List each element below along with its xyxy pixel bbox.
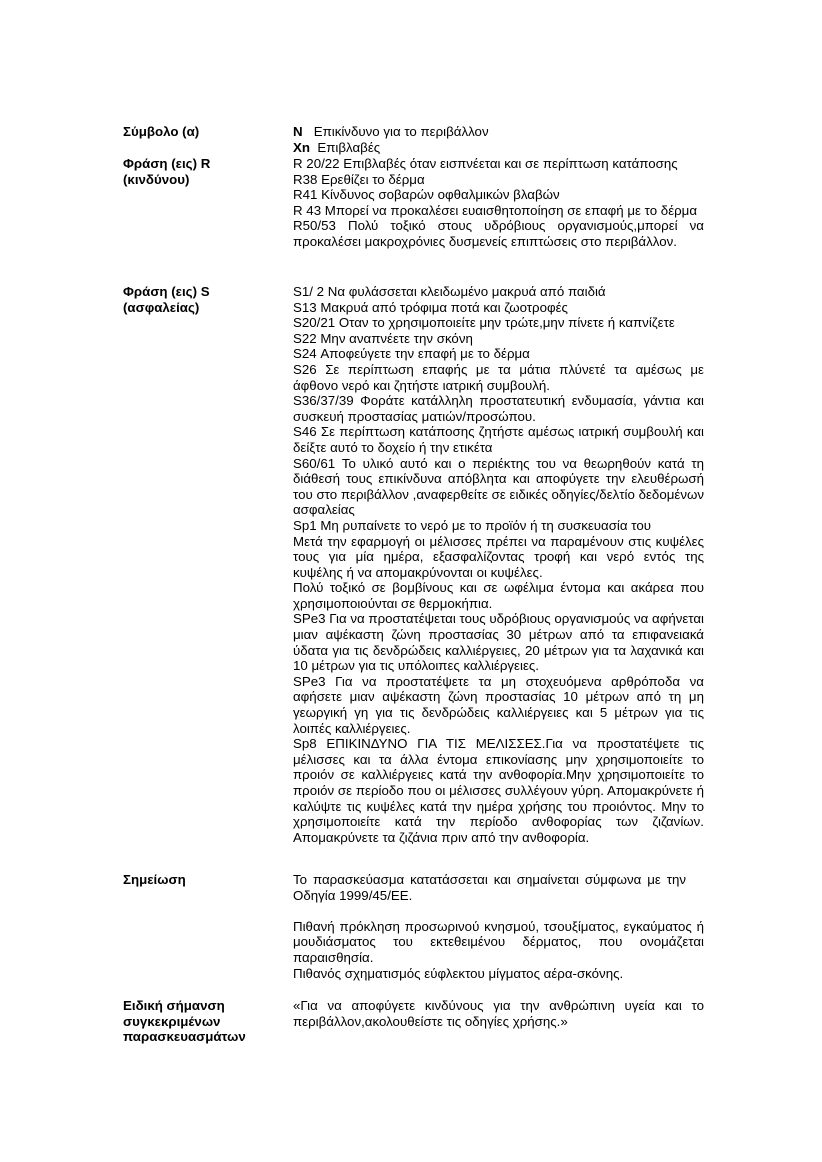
symbol-line-xn (293, 140, 704, 156)
s-phrase: S13 Μακρυά από τρόφιμα ποτά και ζωοτροφές (293, 299, 568, 315)
symbol-content (293, 124, 704, 155)
r-phrase: R41 Κίνδυνος σοβαρών οφθαλμικών βλαβών (293, 187, 560, 203)
s-phrases-content (293, 284, 704, 845)
symbol-code: Xn (293, 139, 310, 155)
symbol-text: Επικίνδυνο για το περιβάλλον (313, 124, 489, 139)
s-phrase: Sp1 Μη ρυπαίνετε το νερό με το προϊόν ή τη συσκευασία του (293, 517, 652, 533)
note-label: Σημείωση (123, 872, 186, 887)
s-phrase: S22 Μην αναπνέετε την σκόνη (293, 330, 473, 346)
s-phrase: S20/21 Οταν το χρησιμοποιείτε μην τρώτε,μην πίνετε ή καπνίζετε (293, 315, 675, 331)
symbol-code: N (293, 124, 303, 139)
special-label: Ειδική σήμανση συγκεκριμένων παρασκευασμάτων (123, 998, 246, 1045)
r-phrase: R 20/22 Επιβλαβές όταν εισπνέεται και σε περίπτωση κατάποσης (293, 156, 678, 171)
r-phrase: R38 Ερεθίζει το δέρμα (293, 171, 425, 187)
s-phrase: S1/ 2 Να φυλάσσεται κλειδωμένο μακρυά από παιδιά (293, 284, 606, 299)
symbol-label: Σύμβολο (α) (123, 124, 200, 139)
note-paragraph: Πιθανός σχηματισμός εύφλεκτου μίγματος αέρα-σκόνης. (293, 965, 624, 981)
spacer (293, 903, 704, 919)
s-phrase: S36/37/39 Φοράτε κατάλληλη προστατευτική ενδυμασία, γάντια και συσκευή προστασίας ματιών/προσώπου. (293, 393, 704, 424)
s-phrases-label: Φράση (εις) S (ασφαλείας) (123, 284, 210, 315)
s-phrase: SPe3 Για να προστατέψετε τα μη στοχευόμενα αρθρόποδα να αφήσετε μιαν αψέκαστη ζώνη προστασίας 10 μέτρων από τη μη γεωργική γη για τις δενδρώδεις καλλιέργειες και 5 μέτρων για τις λοιπές καλλιέργειες. (293, 673, 704, 736)
r-phrase: R 43 Μπορεί να προκαλέσει ευαισθητοποίηση σε επαφή με το δέρμα (293, 202, 698, 218)
r-phrase: R50/53 Πολύ τοξικό στους υδρόβιους οργανισμούς,μπορεί να προκαλέσει μακροχρόνιες δυσμενείς επιπτώσεις στο περιβάλλον. (293, 218, 704, 249)
s-phrase: S60/61 Το υλικό αυτό και ο περιέκτης του να θεωρηθούν κατά τη διάθεσή τους επικίνδυνα απόβλητα και αποφύγετε την ελευθέρωσή του στο περιβάλλον ,αναφερθείτε σε ειδικές οδηγίες/δελτίο δεδομένων ασφαλείας (293, 455, 704, 518)
special-content (293, 998, 704, 1029)
note-paragraph: Το παρασκεύασμα κατατάσσεται και σημαίνεται σύμφωνα με την Οδηγία 1999/45/ΕΕ. (293, 872, 686, 903)
symbol-line-n (293, 124, 704, 140)
s-phrase: S24 Αποφεύγετε την επαφή με το δέρμα (293, 346, 530, 362)
s-phrase: Sp8 ΕΠΙΚΙΝΔΥΝΟ ΓΙΑ ΤΙΣ ΜΕΛΙΣΣΕΣ.Για να προστατέψετε τις μέλισσες και τα άλλα έντομα επικονίασης μην χρησιμοποιείτε το προιόν σε καλλιέργειες κατά την ανθοφορία.Μην χρησιμοποιείτε το προιόν σε περίοδο που οι μέλισσες συλλέγουν γύρη. Απομακρύνετε ή καλύψτε τις κυψέλες κατά την ημέρα χρήσης του προιόντος. Μην το χρησιμοποιείτε κατά την περίοδο ανθοφορίας των ζιζανίων. Απομακρύνετε τα ζιζάνια πριν από την ανθοφορία. (293, 736, 704, 845)
special-text: «Για να αποφύγετε κινδύνους για την ανθρώπινη υγεία και το περιβάλλον,ακολουθείστε τις οδηγίες χρήσης.» (293, 998, 704, 1029)
s-phrase: S46 Σε περίπτωση κατάποσης ζητήστε αμέσως ιατρική συμβουλή και δείξτε αυτό το δοχείο ή την ετικέτα (293, 424, 704, 455)
s-phrase: SPe3 Για να προστατέψεται τους υδρόβιους οργανισμούς να αφήνεται μιαν αψέκαστη ζώνη προστασίας 30 μέτρων από τα επιφανειακά ύδατα για τις δενδρώδεις καλλιέργειες, 20 μέτρων για τα λαχανικά και 10 μέτρων για τις υπόλοιπες καλλιέργειες. (293, 611, 704, 674)
r-phrases-label: Φράση (εις) R (κινδύνου) (123, 156, 211, 187)
symbol-text: Επιβλαβές (317, 139, 381, 155)
s-phrase: Μετά την εφαρμογή οι μέλισσες πρέπει να παραμένουν στις κυψέλες τους για μία ημέρα, εξασφαλίζοντας τροφή και νερό εντός της κυψέλης ή να απομακρύνονται οι κυψέλες. (293, 533, 704, 580)
s-phrase: Πολύ τοξικό σε βομβίνους και σε ωφέλιμα έντομα και ακάρεα που χρησιμοποιούνται σε θερμοκήπια. (293, 580, 704, 611)
note-paragraph: Πιθανή πρόκληση προσωρινού κνησμού, τσουξίματος, εγκαύματος ή μουδιάσματος του εκτεθειμένου δέρματος, που ονομάζεται παραισθησία. (293, 918, 704, 965)
s-phrase: S26 Σε περίπτωση επαφής με τα μάτια πλύνετέ τα αμέσως με άφθονο νερό και ζητήστε ιατρική συμβουλή. (293, 361, 704, 393)
note-content (293, 872, 704, 981)
r-phrases-content (293, 156, 704, 250)
